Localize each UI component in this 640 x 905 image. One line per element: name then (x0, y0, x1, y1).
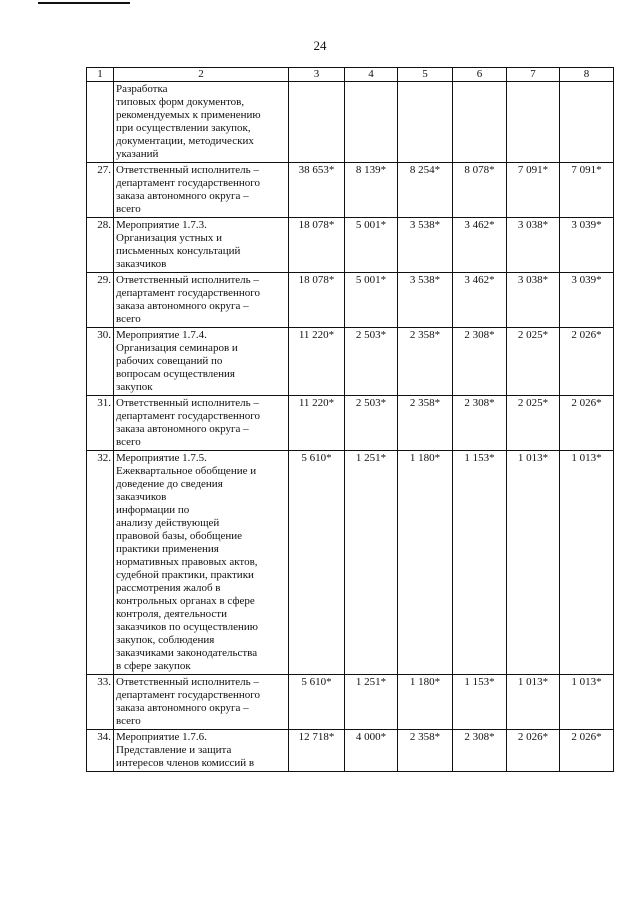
row-value: 5 610* (289, 451, 345, 675)
row-value: 7 091* (507, 163, 560, 218)
row-number: 31. (87, 396, 114, 451)
row-description: Мероприятие 1.7.5. Ежеквартальное обобщение и доведение до сведения заказчиков информации по анализу действующей правовой базы, обобщение практики применения нормативных правовых актов, судебной практики, практики рассмотрения жалоб в контрольных органах в сфере контроля, деятельности заказчиков по осуществлению закупок, соблюдения заказчиками законодательства в сфере закупок (114, 451, 289, 675)
top-rule (38, 2, 130, 4)
table-row (87, 328, 614, 396)
row-value: 3 038* (507, 218, 560, 273)
row-value: 2 308* (453, 730, 507, 772)
column-header: 5 (398, 68, 453, 82)
column-header: 2 (114, 68, 289, 82)
row-value: 3 538* (398, 218, 453, 273)
row-value: 11 220* (289, 328, 345, 396)
row-value: 1 013* (560, 675, 614, 730)
row-value (507, 82, 560, 163)
row-value: 11 220* (289, 396, 345, 451)
row-description: Мероприятие 1.7.4. Организация семинаров и рабочих совещаний по вопросам осуществления закупок (114, 328, 289, 396)
row-value: 7 091* (560, 163, 614, 218)
row-value: 3 462* (453, 273, 507, 328)
column-header: 4 (345, 68, 398, 82)
table-row (87, 82, 614, 163)
table-row (87, 730, 614, 772)
row-value: 2 025* (507, 396, 560, 451)
row-description: Ответственный исполнитель – департамент государственного заказа автономного округа – всего (114, 163, 289, 218)
row-value: 1 153* (453, 675, 507, 730)
row-number: 29. (87, 273, 114, 328)
row-value: 2 026* (560, 328, 614, 396)
page-number: 24 (313, 38, 327, 53)
row-value: 3 462* (453, 218, 507, 273)
column-header: 6 (453, 68, 507, 82)
row-value: 2 308* (453, 328, 507, 396)
row-value: 3 538* (398, 273, 453, 328)
row-value: 8 139* (345, 163, 398, 218)
row-value: 2 358* (398, 328, 453, 396)
row-number: 28. (87, 218, 114, 273)
row-value: 5 001* (345, 218, 398, 273)
table-row (87, 451, 614, 675)
row-value: 18 078* (289, 218, 345, 273)
row-value: 2 358* (398, 396, 453, 451)
row-number: 32. (87, 451, 114, 675)
row-value (345, 82, 398, 163)
row-value: 1 251* (345, 675, 398, 730)
table-row (87, 218, 614, 273)
row-value: 2 025* (507, 328, 560, 396)
row-value: 4 000* (345, 730, 398, 772)
column-header: 1 (87, 68, 114, 82)
row-value: 2 308* (453, 396, 507, 451)
row-value: 12 718* (289, 730, 345, 772)
row-description: Мероприятие 1.7.6. Представление и защита интересов членов комиссий в (114, 730, 289, 772)
table-body (87, 68, 614, 772)
table-row (87, 163, 614, 218)
row-value: 3 039* (560, 273, 614, 328)
row-value: 2 503* (345, 328, 398, 396)
row-value: 2 358* (398, 730, 453, 772)
row-value: 8 078* (453, 163, 507, 218)
row-number: 27. (87, 163, 114, 218)
row-description: Ответственный исполнитель – департамент государственного заказа автономного округа – всего (114, 396, 289, 451)
row-value: 18 078* (289, 273, 345, 328)
column-header: 3 (289, 68, 345, 82)
table-row (87, 396, 614, 451)
row-value (289, 82, 345, 163)
row-value: 8 254* (398, 163, 453, 218)
row-value: 1 180* (398, 675, 453, 730)
row-value: 1 251* (345, 451, 398, 675)
row-value: 5 001* (345, 273, 398, 328)
row-value: 1 013* (507, 675, 560, 730)
row-value: 1 180* (398, 451, 453, 675)
row-value: 2 026* (560, 396, 614, 451)
row-value: 3 038* (507, 273, 560, 328)
row-number: 30. (87, 328, 114, 396)
row-description: Разработка типовых форм документов, рекомендуемых к применению при осуществлении закупок, документации, методических указаний (114, 82, 289, 163)
row-description: Ответственный исполнитель – департамент государственного заказа автономного округа – всего (114, 273, 289, 328)
row-value: 1 013* (560, 451, 614, 675)
column-header: 7 (507, 68, 560, 82)
row-value: 5 610* (289, 675, 345, 730)
row-description: Ответственный исполнитель – департамент государственного заказа автономного округа – всего (114, 675, 289, 730)
row-number (87, 82, 114, 163)
table-row (87, 273, 614, 328)
row-number: 33. (87, 675, 114, 730)
row-value: 1 153* (453, 451, 507, 675)
row-value: 2 026* (507, 730, 560, 772)
table-header-row (87, 68, 614, 82)
row-value: 38 653* (289, 163, 345, 218)
row-value: 2 503* (345, 396, 398, 451)
row-value: 1 013* (507, 451, 560, 675)
row-value: 2 026* (560, 730, 614, 772)
row-description: Мероприятие 1.7.3. Организация устных и письменных консультаций заказчиков (114, 218, 289, 273)
row-value (398, 82, 453, 163)
row-value (453, 82, 507, 163)
row-value (560, 82, 614, 163)
row-value: 3 039* (560, 218, 614, 273)
column-header: 8 (560, 68, 614, 82)
data-table (86, 67, 614, 772)
row-number: 34. (87, 730, 114, 772)
table-row (87, 675, 614, 730)
